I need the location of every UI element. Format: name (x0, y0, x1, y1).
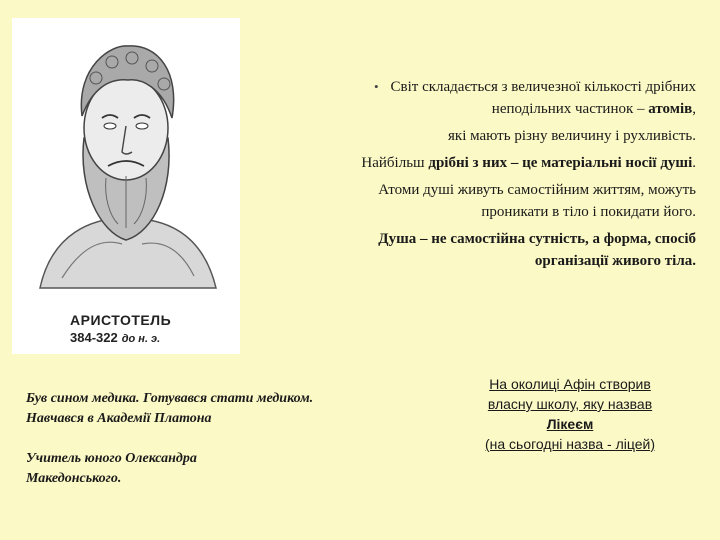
main-text-line-1 (244, 76, 696, 98)
biography-block (26, 389, 416, 489)
portrait-era: до н. э. (121, 333, 161, 345)
atoms-statement: Світ складається з величезної кількості дрібних (390, 79, 696, 95)
main-text-line-6: проникати в тіло і покидати його. (481, 204, 696, 220)
portrait-years: 384-322 (70, 330, 118, 345)
main-text-line-3: які мають різну величину і рухливість. (448, 128, 696, 144)
atoms-statement-cont: неподільних частинок – (491, 101, 649, 117)
lyceum-line-4[interactable]: (на сьогодні назва - ліцей) (484, 436, 656, 452)
bullet-icon: • (373, 79, 379, 94)
bio-line-2: Навчався в Академії Платона (26, 411, 212, 426)
aristotle-portrait-card (12, 18, 240, 354)
bio-line-4: Македонського. (26, 471, 122, 486)
bio-line-1: Був сином медика. Готувався стати медиком. (26, 391, 314, 406)
soul-atoms-emphasis: дрібні з них – це матеріальні носії душі (428, 155, 693, 171)
bio-line-3: Учитель юного Олександра (26, 451, 197, 466)
soul-atoms-intro: Найбільш (361, 155, 429, 171)
main-text-line-7: Душа – не самостійна сутність, а форма, спосіб (378, 231, 696, 247)
main-text-block (244, 76, 696, 272)
punct: , (692, 101, 696, 117)
portrait-caption-dates (70, 330, 160, 345)
portrait-caption-name: АРИСТОТЕЛЬ (70, 312, 172, 328)
aristotle-bust-image (12, 18, 240, 308)
main-text-line-2 (244, 98, 696, 120)
lyceum-note[interactable] (452, 374, 688, 454)
lyceum-line-1[interactable]: На околиці Афін створив (489, 376, 651, 392)
atoms-term: атомів (648, 101, 693, 117)
main-text-line-8: організації живого тіла. (534, 253, 696, 269)
lyceum-term[interactable]: Лікеєм (546, 416, 594, 432)
lyceum-line-2[interactable]: власну школу, яку назвав (487, 396, 653, 412)
main-text-line-5: Атоми душі живуть самостійним життям, можуть (378, 182, 696, 198)
main-text-line-4 (244, 152, 696, 174)
punct: . (692, 155, 696, 171)
